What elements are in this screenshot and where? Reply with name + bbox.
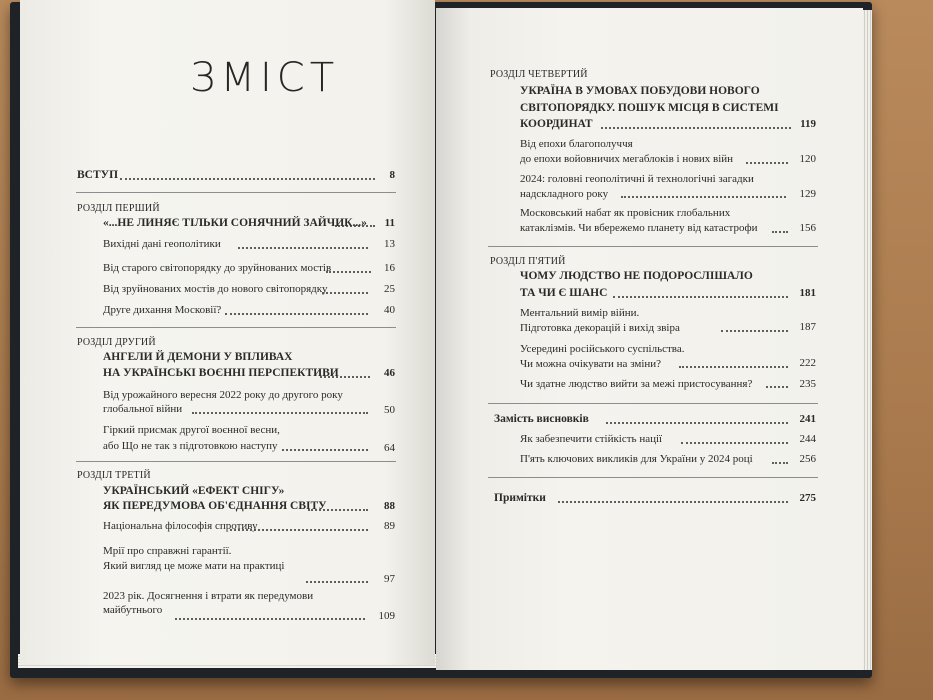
toc-leader [326, 270, 371, 273]
part4-item-1-line2: до епохи войовничих мегаблоків і нових війн [520, 153, 734, 165]
toc-leader [613, 295, 788, 298]
divider [488, 477, 818, 478]
toc-leader [679, 365, 788, 368]
divider [76, 461, 396, 462]
part2-title-line2: НА УКРАЇНСЬКІ ВОЄННІ ПЕРСПЕКТИВИ [103, 367, 339, 379]
right-page [436, 8, 863, 670]
toc-leader [746, 161, 788, 164]
conclusions-title: Замість висновків [494, 413, 589, 425]
part2-item-1-line1: Від урожайного вересня 2022 року до другого року [103, 389, 343, 401]
part4-item-2-line2: надскладного року [520, 188, 609, 200]
divider [488, 403, 818, 404]
conclusions-item-2: П'ять ключових викликів для України у 2024 році [520, 453, 753, 465]
part3-page: 88 [384, 500, 395, 512]
page-title: ЗМІСТ [190, 55, 340, 101]
part1-item-2: Від старого світопорядку до зруйнованих мостів [103, 262, 332, 274]
part5-item-3: Чи здатне людство вийти за межі пристосування? [520, 378, 753, 390]
toc-leader [306, 580, 368, 583]
part4-item-1-line1: Від епохи благополуччя [520, 138, 633, 150]
part5-item-3-page: 235 [799, 378, 816, 390]
part5-item-1-line1: Ментальний вимір війни. [520, 307, 640, 319]
part2-item-1-line2: глобальної війни [103, 403, 183, 415]
notes-title: Примітки [494, 492, 546, 504]
conclusions-page: 241 [799, 413, 816, 425]
toc-leader [238, 246, 368, 249]
toc-leader [230, 528, 368, 531]
toc-leader [772, 461, 788, 464]
part2-label: РОЗДІЛ ДРУГИЙ [77, 337, 156, 348]
toc-leader [320, 375, 370, 378]
part5-item-1-page: 187 [799, 321, 816, 333]
part4-item-3-line2: катаклізмів. Чи вбережемо планету від катастрофи [520, 222, 758, 234]
conclusions-item-1: Як забезпечити стійкість нації [520, 433, 663, 445]
part1-item-1-page: 13 [384, 238, 395, 250]
part1-page: 11 [384, 217, 395, 229]
part1-item-3-page: 25 [384, 283, 395, 295]
part4-title-line2: СВІТОПОРЯДКУ. ПОШУК МІСЦЯ В СИСТЕМІ [520, 102, 779, 114]
part5-title-line2: ТА ЧИ Є ШАНС [520, 287, 608, 299]
toc-leader [766, 385, 788, 388]
divider [76, 327, 396, 328]
part5-item-1-line2: Підготовка декорацій і вихід звіра [520, 322, 680, 334]
part4-title-line1: УКРАЇНА В УМОВАХ ПОБУДОВИ НОВОГО [520, 85, 760, 97]
part1-item-3: Від зруйнованих мостів до нового світопорядку [103, 283, 328, 295]
toc-leader [192, 411, 368, 414]
part3-item-2-page: 97 [384, 573, 395, 585]
toc-leader [335, 224, 375, 227]
part3-title-line2: ЯК ПЕРЕДУМОВА ОБ'ЄДНАННЯ СВІТУ [103, 500, 327, 512]
part3-label: РОЗДІЛ ТРЕТІЙ [77, 470, 151, 481]
divider [488, 246, 818, 247]
toc-intro-title: ВСТУП [77, 169, 119, 181]
part2-item-2-page: 64 [384, 442, 395, 454]
toc-leader [601, 126, 791, 129]
part4-label: РОЗДІЛ ЧЕТВЕРТИЙ [490, 69, 588, 80]
part2-title-line1: АНГЕЛИ Й ДЕМОНИ У ВПЛИВАХ [103, 351, 293, 363]
toc-leader [558, 500, 788, 503]
toc-leader [282, 448, 368, 451]
toc-leader [681, 441, 788, 444]
part3-item-1-page: 89 [384, 520, 395, 532]
part5-title-line1: ЧОМУ ЛЮДСТВО НЕ ПОДОРОСЛІШАЛО [520, 270, 753, 282]
part3-item-2-line2: Який вигляд це може мати на практиці [103, 560, 285, 572]
toc-leader [772, 230, 788, 233]
toc-leader [120, 177, 375, 180]
toc-intro-page: 8 [389, 169, 395, 181]
notes-page: 275 [799, 492, 816, 504]
part4-item-1-page: 120 [799, 153, 816, 165]
part2-item-1-page: 50 [384, 404, 395, 416]
part1-item-4: Друге дихання Московії? [103, 304, 222, 316]
part4-item-2-page: 129 [799, 188, 816, 200]
part3-item-1: Національна філософія спротиву [103, 520, 258, 532]
part5-item-2-page: 222 [799, 357, 816, 369]
part5-item-2-line2: Чи можна очікувати на зміни? [520, 358, 662, 370]
part1-title: «...НЕ ЛИНЯЄ ТІЛЬКИ СОНЯЧНИЙ ЗАЙЧИК...» [103, 217, 367, 229]
toc-leader [606, 421, 788, 424]
part2-item-2-line2: або Що не так з підготовкою наступу [103, 440, 278, 452]
page-edges-right [862, 10, 872, 670]
part4-item-2-line1: 2024: головні геополітичні й технологічні загадки [520, 173, 754, 185]
part1-item-2-page: 16 [384, 262, 395, 274]
part5-item-2-line1: Усередині російського суспільства. [520, 343, 685, 355]
part4-item-3-line1: Московський набат як провісник глобальних [520, 207, 731, 219]
toc-leader [308, 508, 368, 511]
part3-item-3-line2: майбутнього [103, 604, 163, 616]
part3-title-line1: УКРАЇНСЬКИЙ «ЕФЕКТ СНІГУ» [103, 485, 285, 497]
conclusions-item-2-page: 256 [799, 453, 816, 465]
part5-page: 181 [799, 287, 816, 299]
toc-leader [225, 312, 368, 315]
part1-item-4-page: 40 [384, 304, 395, 316]
toc-leader [621, 195, 786, 198]
part3-item-3-line1: 2023 рік. Досягнення і втрати як передумови [103, 590, 314, 602]
part4-page: 119 [800, 118, 816, 130]
part2-page: 46 [384, 367, 395, 379]
conclusions-item-1-page: 244 [799, 433, 816, 445]
toc-leader [322, 291, 368, 294]
part1-item-1: Вихідні дані геополітики [103, 238, 221, 250]
divider [76, 192, 396, 193]
part5-label: РОЗДІЛ П'ЯТИЙ [490, 256, 566, 267]
part4-title-line3: КООРДИНАТ [520, 118, 593, 130]
left-page [20, 0, 435, 665]
part3-item-3-page: 109 [378, 610, 395, 622]
toc-leader [721, 329, 788, 332]
toc-leader [175, 617, 365, 620]
part1-label: РОЗДІЛ ПЕРШИЙ [77, 203, 160, 214]
part3-item-2-line1: Мрії про справжні гарантії. [103, 545, 232, 557]
part4-item-3-page: 156 [799, 222, 816, 234]
part2-item-2-line1: Гіркий присмак другої воєнної весни, [103, 424, 280, 436]
